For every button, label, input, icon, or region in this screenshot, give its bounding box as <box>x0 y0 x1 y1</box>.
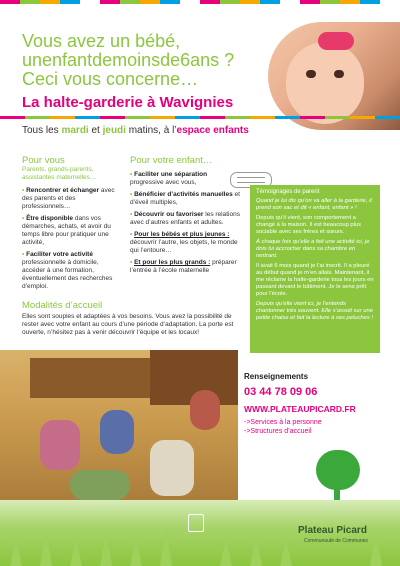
list-item: • Faciliter votre activité professionnelle à domicile, accéder à une formation, éventuellement des recherches d’emploi. <box>22 251 113 290</box>
pour-vous-column <box>22 155 120 295</box>
baby-photo <box>268 22 400 130</box>
list-item: • Pour les bébés et plus jeunes : découvrir l’autre, les objets, le monde qui l’entoure… <box>130 231 238 254</box>
logo-icon <box>188 514 204 532</box>
list-item: • Rencontrer et échanger avec des parents et des professionnels… <box>22 187 115 210</box>
page-subtitle: La halte-garderie à Wavignies <box>22 94 234 111</box>
modalites-heading: Modalités d’accueil <box>22 300 103 311</box>
phone-number[interactable]: 03 44 78 09 06 <box>244 386 318 398</box>
services-link[interactable]: ->Services à la personne <box>244 419 322 426</box>
website-link[interactable]: WWW.PLATEAUPICARD.FR <box>244 404 356 414</box>
modalites-text: Elles sont souples et adaptées à vos besoins. Vous avez la possibilité de rester avec votre enfant au cours d’une période d’adaptation. La porte est ouverte, n’hésitez pas à venir découvrir l’équipe et les locaux! <box>22 313 234 336</box>
testimony-paragraph: À chaque fois qu’elle a fait une activité ici, je dois lui accrocher dans sa chambre en rentrant. <box>256 239 370 259</box>
structures-link[interactable]: ->Structures d’accueil <box>244 428 312 435</box>
testimony-paragraph: Depuis qu’elle vient ici, je l’entends chantonner très souvent. Elle s’assoit sur une petite chaise et fait la lecture à ses peluches ! <box>256 301 373 321</box>
testimony-paragraph: Quand je lui dis qu’on va aller à la garderie, il prend son sac et dit « enfant, enfant » ! <box>256 198 372 211</box>
schedule-tagline: Tous les mardi et jeudi matins, à l’espace enfants <box>22 125 249 136</box>
mid-color-stripe <box>0 116 400 119</box>
list-item: • Bénéficier d’activités manuelles et d’éveil multiples, <box>130 191 240 206</box>
page-title: Vous avez un bébé, unenfantdemoinsde6ans ? Ceci vous concerne… <box>22 31 235 89</box>
testimony-paragraph: Depuis qu’il vient, son comportement a changé à la maison. Il est beaucoup plus sociable avec ses frères et sœurs. <box>256 215 362 235</box>
top-color-stripe <box>0 0 400 4</box>
tree-trunk <box>334 484 340 500</box>
pour-vous-audience: Parents, grands-parents, assistantes maternelles… <box>22 166 97 181</box>
service-links <box>244 418 322 436</box>
brand-sub: Communauté de Communes <box>304 538 368 544</box>
list-item: • Et pour les plus grands : préparer l’entrée à l’école maternelle <box>130 259 237 274</box>
testimony-paragraph: Il avait 6 mois quand je l’ai inscrit. Il a pleuré au début quand je m’en allais. Maintenant, il me réclame la halte-garderie tous les jours en passant devant le bâtiment. Je le sens prêt pour l’école. <box>256 263 374 297</box>
pour-vous-heading: Pour vous <box>22 155 65 166</box>
list-item: • Être disponible dans vos démarches, achats, et avoir du temps libre pour pratiquer une activité, <box>22 215 111 246</box>
playroom-photo <box>0 350 238 510</box>
contact-heading: Renseignements <box>244 372 309 381</box>
list-item: • Faciliter une séparation progressive avec vous, <box>130 171 208 186</box>
list-item: • Découvrir ou favoriser les relations avec d’autres enfants et adultes. <box>130 211 240 226</box>
pour-enfant-column <box>130 155 240 279</box>
testimony-heading: Témoignages de parent <box>256 189 320 195</box>
pour-enfant-heading: Pour votre enfant… <box>130 155 213 166</box>
testimony-box <box>250 185 380 353</box>
brand-name: Plateau Picard <box>298 525 367 536</box>
